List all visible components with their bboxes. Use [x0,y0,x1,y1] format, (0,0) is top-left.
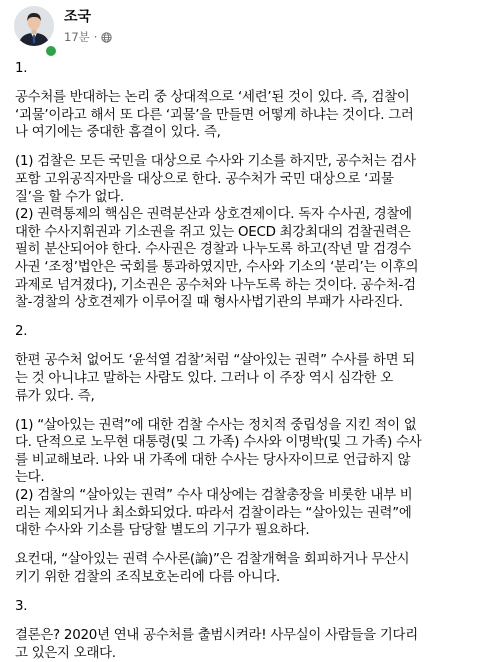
text-line: (1) 검찰은 모든 국민을 대상으로 수사와 기소를 하지만, 공수처는 검사 [15,154,416,170]
online-status-dot [44,44,58,58]
text-line: 는다. [15,470,45,486]
globe-icon[interactable] [101,32,112,43]
paragraph [15,323,485,341]
text-line: 결론은? 2020년 연내 공수처를 출범시켜라! 사무실이 사람들을 기다리 [15,628,418,644]
text-line: 리는 제외되거나 최소화되었다. 따라서 검찰이라는 “살아있는 권력”에 [15,505,412,521]
text-line: 포함 고위공직자만을 대상으로 한다. 공수처가 국민 대상으로 ‘괴물 [15,171,394,187]
text-line: (2) 검찰의 “살아있는 권력” 수사 대상에는 검찰총장을 비롯한 내부 비 [15,487,413,503]
paragraph [15,352,485,405]
text-line: 는 것 아니냐고 말하는 사람도 있다. 그러나 이 주장 역시 심각한 오 [15,370,393,386]
text-line: 필히 분산되어야 한다. 수사권은 경찰과 나누도록 하고(작년 말 검경수 [15,242,412,258]
post-subline [64,30,112,44]
paragraph [15,89,485,142]
text-line: 한편 공수처 없어도 ‘윤석열 검찰’처럼 “살아있는 권력” 수사를 하면 되 [15,353,415,369]
paragraph [15,598,485,616]
paragraph [15,153,485,311]
text-line: 공수처를 반대하는 논리 중 상대적으로 ‘세련’된 것이 있다. 즉, 검찰이 [15,90,410,106]
post-time[interactable]: 17분 [64,30,90,44]
text-line: 를 비교해보라. 나와 내 가족에 대한 수사는 당사자이므로 언급하지 않 [15,452,411,468]
post-header [14,6,112,54]
text-line: 과제로 넘겨졌다), 기소권은 공수처와 나누도록 하는 것이다. 공수처-검 [15,277,416,293]
text-line: 3. [15,598,28,614]
text-line: 요컨대, “살아있는 권력 수사론(論)”은 검찰개혁을 회피하거나 무산시 [15,552,410,568]
separator-dot: · [93,30,98,44]
paragraph [15,417,485,540]
text-line: 대한 수사와 기소를 담당할 별도의 기구가 필요하다. [15,523,310,539]
text-line: 대한 수사지휘권과 기소권을 쥐고 있는 OECD 최강최대의 검찰권력은 [15,224,411,240]
text-line: (2) 권력통제의 핵심은 권력분산과 상호견제이다. 독자 수사권, 경찰에 [15,207,412,223]
text-line: 고 있은지 오래다. [15,645,116,661]
avatar[interactable] [14,6,54,46]
paragraph [15,551,485,586]
author-name[interactable]: 조국 [64,9,92,25]
paragraph [15,627,485,662]
paragraph [15,60,485,78]
post-meta [64,6,112,44]
text-line: ‘괴물’이라고 해서 또 다른 ‘괴물’을 만들면 어떻게 하냐는 것이다. 그러 [15,107,414,123]
text-line: 1. [15,61,28,76]
avatar-portrait-icon [14,6,54,46]
text-line: 키기 위한 검찰의 조직보호논리에 다름 아니다. [15,569,281,585]
text-line: 나 여기에는 중대한 흠결이 있다. 즉, [15,125,221,141]
text-line: 다. 단적으로 노무현 대통령(및 그 가족) 수사와 이명박(및 그 가족) 수사 [15,435,422,451]
text-line: (1) “살아있는 권력”에 대한 검찰 수사는 정치적 중립성을 지킨 적이 없 [15,417,417,433]
text-line: 질’을 할 수가 없다. [15,189,124,205]
text-line: 찰-경찰의 상호견제가 이루어질 때 형사사법기관의 부패가 사라진다. [15,295,403,311]
text-line: 류가 있다. 즉, [15,388,95,404]
post-body [15,60,485,662]
text-line: 2. [15,324,28,340]
text-line: 사권 ‘조정’법안은 국회를 통과하였지만, 수사와 기소의 ‘분리’는 이후의 [15,259,419,275]
